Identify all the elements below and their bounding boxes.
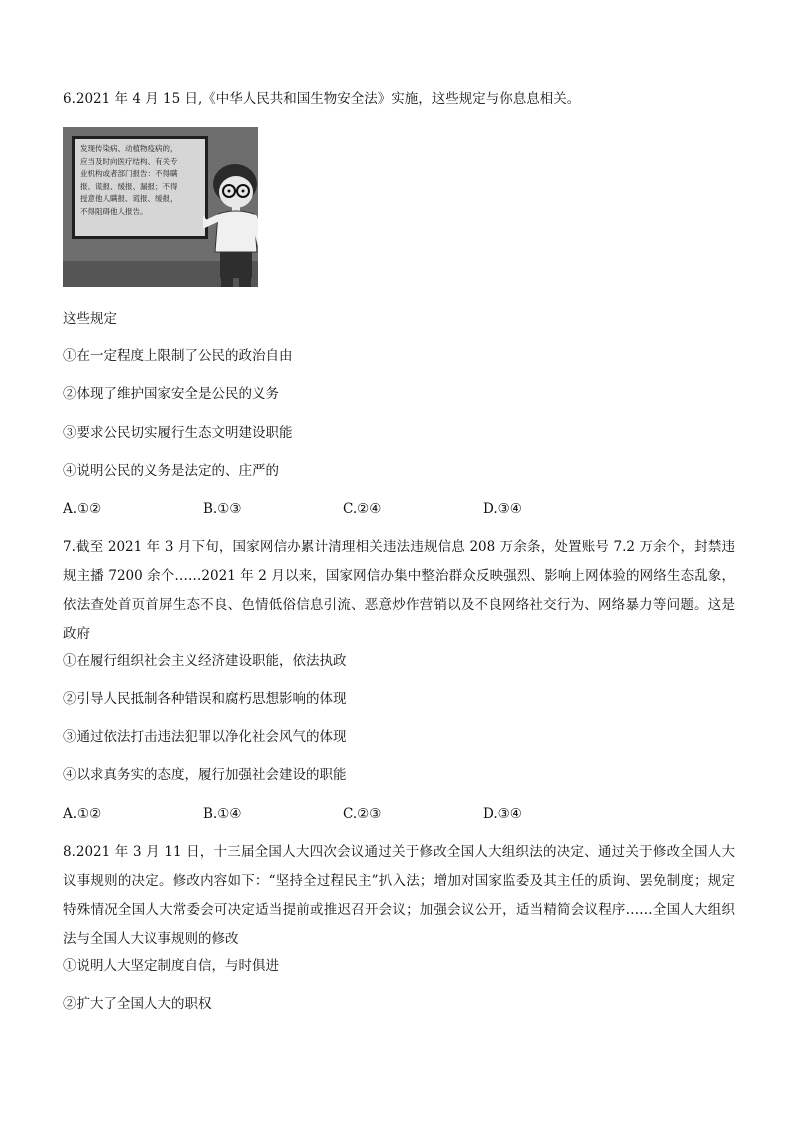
q8-item-1: ①说明人大坚定制度自信，与时俱进 [63,958,279,974]
q6-option-d[interactable]: D.③④ [483,501,522,517]
q7-option-d[interactable]: D.③④ [483,806,522,822]
blackboard [72,136,208,239]
q6-item-3: ③要求公民切实履行生态文明建设职能 [63,425,293,441]
q7-item-1: ①在履行组织社会主义经济建设职能，依法执政 [63,653,347,669]
q6-option-c[interactable]: C.②④ [343,501,382,517]
q7-item-4: ④以求真务实的态度，履行加强社会建设的职能 [63,767,347,783]
q7-option-c[interactable]: C.②③ [343,806,382,822]
q6-option-a[interactable]: A.①② [63,501,102,517]
q7-item-2: ②引导人民抵制各种错误和腐朽思想影响的体现 [63,691,347,707]
q6-stem: 6.2021 年 4 月 15 日,《中华人民共和国生物安全法》实施，这些规定与你息息相关。 [63,91,581,107]
q6-item-4: ④说明公民的义务是法定的、庄严的 [63,463,279,479]
q8-stem: 8.2021 年 3 月 11 日，十三届全国人大四次会议通过关于修改全国人大组织法的决定、通过关于修改全国人大议事规则的决定。修改内容如下：“坚持全过程民主”扒入法；增加对国家监委及其主任的质询、罢免制度；规定特殊情况全国人大常委会可决定适当提前或推迟召开会议；加强会议公开，适当精简会议程序……全国人大组织法与全国人大议事规则的修改 [63,844,735,947]
q6-illustration [63,127,258,287]
q8-item-2: ②扩大了全国人大的职权 [63,996,212,1012]
q7-stem: 7.截至 2021 年 3 月下旬，国家网信办累计清理相关违法违规信息 208 万余条，处置账号 7.2 万余个，封禁违规主播 7200 余个……2021 年 2 月以来，国家网信办集中整治群众反映强烈、影响上网体验的网络生态乱象，依法查处首页首屏生态不良、色情低俗信息引流、恶意炒作营销以及不良网络社交行为、网络暴力等问题。这是政府 [63,539,735,642]
blackboard-text: 发现传染病、动植物疫病的， 应当及时向医疗结构、有关专 业机构或者部门报告：不得瞒 报、谎报、缓报、漏报；不得 授意他人瞒报、谎报、缓报， 不得阻碍他人报告。 [75,139,205,236]
q7-option-a[interactable]: A.①② [63,806,102,822]
q6-item-2: ②体现了维护国家安全是公民的义务 [63,386,279,402]
q6-lead: 这些规定 [63,311,117,327]
teacher-figure-icon [203,152,258,287]
q7-item-3: ③通过依法打击违法犯罪以净化社会风气的体现 [63,729,347,745]
q6-option-b[interactable]: B.①③ [203,501,242,517]
q7-option-b[interactable]: B.①④ [203,806,242,822]
q6-item-1: ①在一定程度上限制了公民的政治自由 [63,348,293,364]
